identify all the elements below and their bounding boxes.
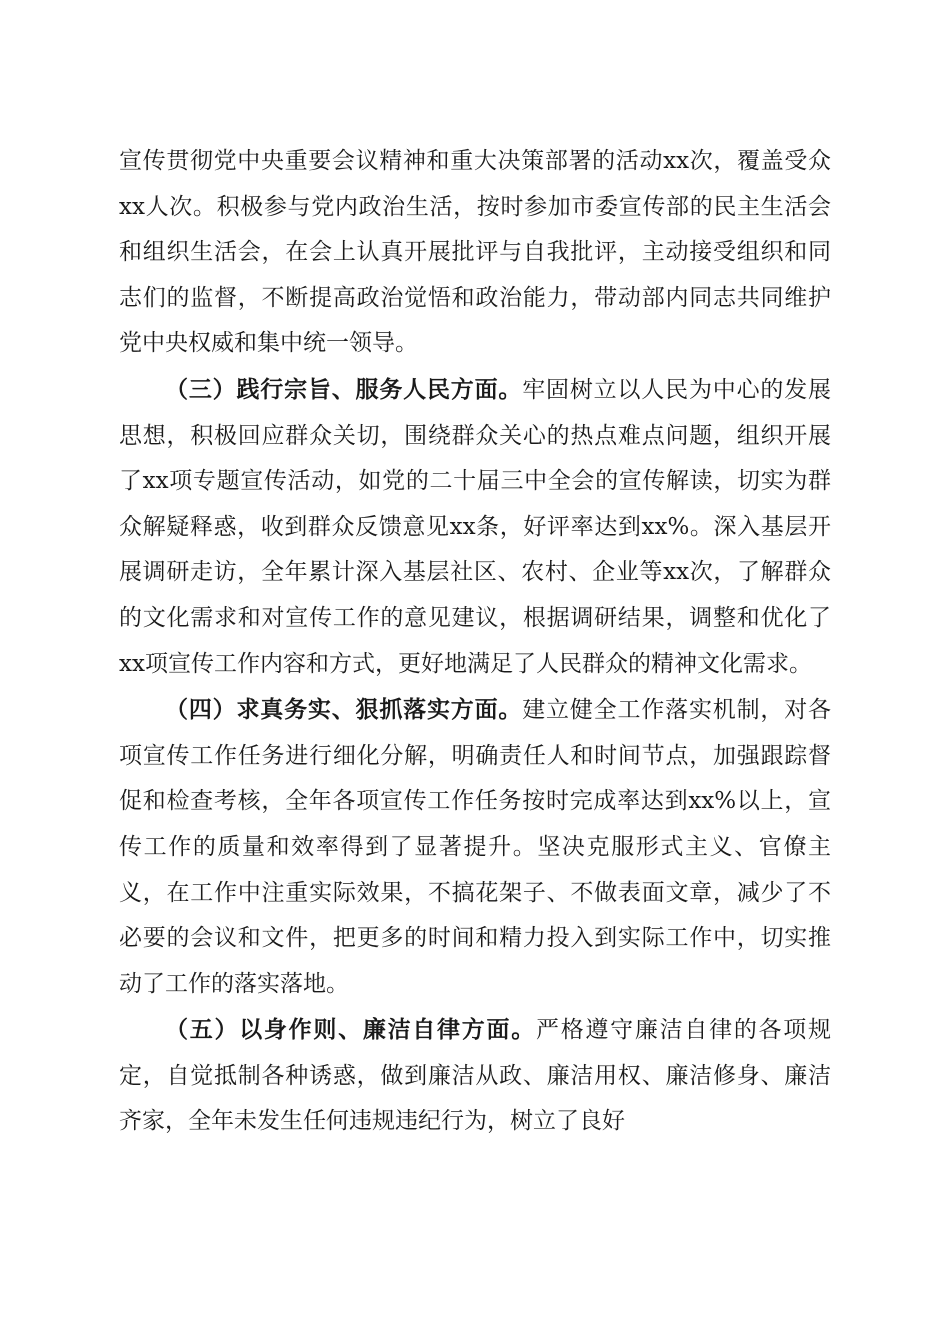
section-heading: （五）以身作则、廉洁自律方面。 — [165, 1016, 536, 1044]
section-heading: （三）践行宗旨、服务人民方面。 — [165, 375, 523, 403]
paragraph-continuation — [119, 139, 831, 367]
paragraph-section-3 — [119, 367, 831, 687]
paragraph-text: 牢固树立以人民为中心的发展思想，积极回应群众关切，围绕群众关心的热点难点问题，组织开展了xx项专题宣传活动，如党的二十届三中全会的宣传解读，切实为群众解疑释惑，收到群众反馈意见xx条，好评率达到xx%。深入基层开展调研走访，全年累计深入基层社区、农村、企业等xx次，了解群众的文化需求和对宣传工作的意见建议，根据调研结果，调整和优化了xx项宣传工作内容和方式，更好地满足了人民群众的精神文化需求。 — [119, 376, 832, 677]
section-heading: （四）求真务实、狠抓落实方面。 — [165, 696, 523, 724]
paragraph-text: 严格遵守廉洁自律的各项规定，自觉抵制各种诱惑，做到廉洁从政、廉洁用权、廉洁修身、廉洁齐家，全年未发生任何违规违纪行为，树立了良好 — [119, 1017, 832, 1135]
document-body — [119, 139, 831, 1145]
paragraph-text: 建立健全工作落实机制，对各项宣传工作任务进行细化分解，明确责任人和时间节点，加强跟踪督促和检查考核，全年各项宣传工作任务按时完成率达到xx%以上，宣传工作的质量和效率得到了显著提升。坚决克服形式主义、官僚主义，在工作中注重实际效果，不搞花架子、不做表面文章，减少了不必要的会议和文件，把更多的时间和精力投入到实际工作中，切实推动了工作的落实落地。 — [119, 697, 832, 997]
paragraph-section-5 — [119, 1007, 831, 1145]
paragraph-text: 宣传贯彻党中央重要会议精神和重大决策部署的活动xx次，覆盖受众xx人次。积极参与党内政治生活，按时参加市委宣传部的民主生活会和组织生活会，在会上认真开展批评与自我批评，主动接受组织和同志们的监督，不断提高政治觉悟和政治能力，带动部内同志共同维护党中央权威和集中统一领导。 — [119, 148, 831, 357]
paragraph-section-4 — [119, 687, 831, 1007]
